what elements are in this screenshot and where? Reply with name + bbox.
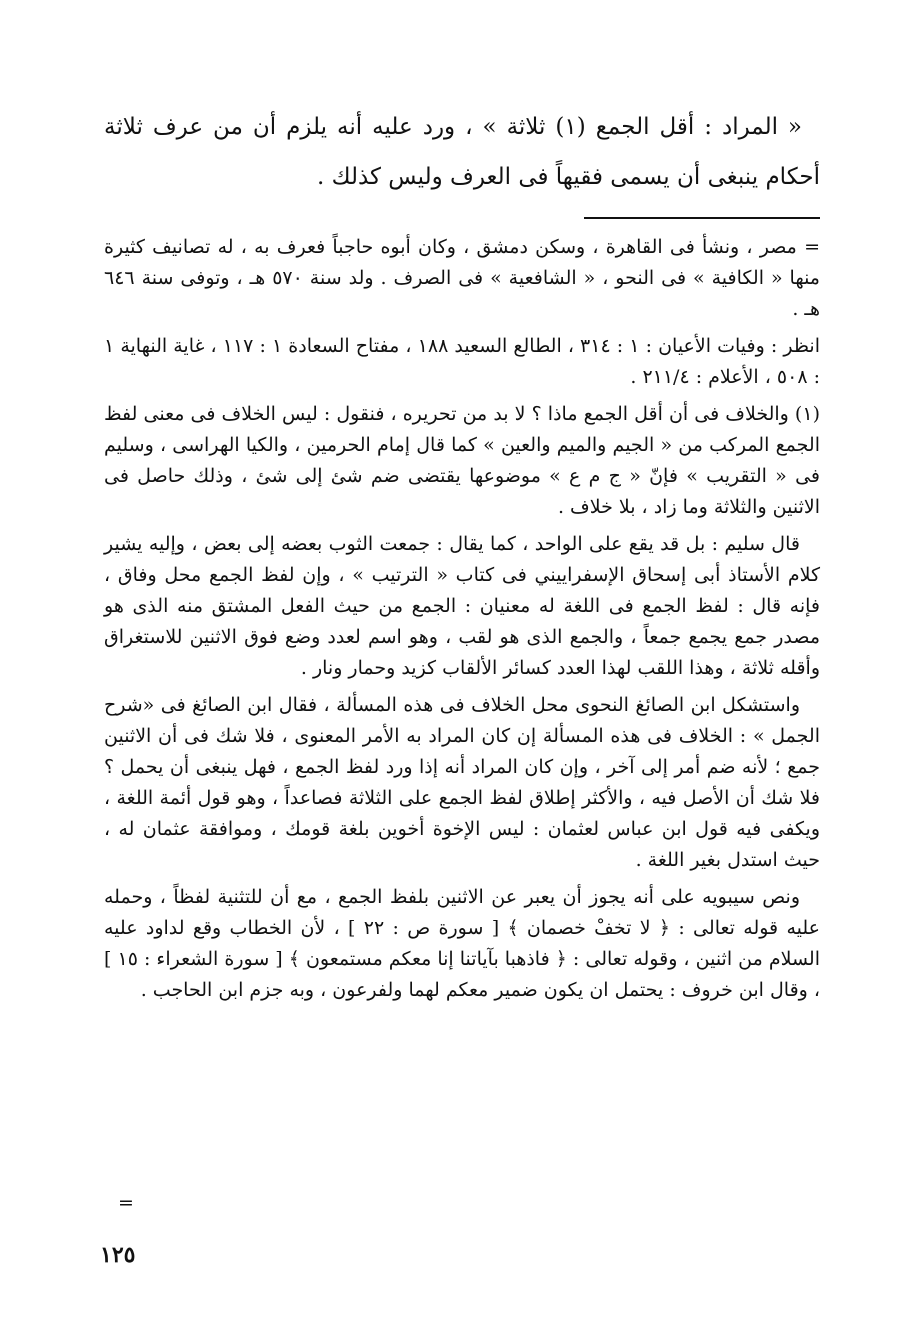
page-number: ١٢٥ (100, 1242, 136, 1268)
footnote-continuation: = مصر ، ونشأ فى القاهرة ، وسكن دمشق ، وكان أبوه حاجباً فعرف به ، له تصانيف كثيرة منها « الكافية » فى النحو ، « الشافعية » فى الصرف . ولد سنة ٥٧٠ هـ ، وتوفى سنة ٦٤٦ هـ . (104, 236, 820, 320)
footnote-1: (١) والخلاف فى أن أقل الجمع ماذا ؟ لا بد من تحريره ، فنقول : ليس الخلاف فى معنى لفظ الجمع المركب من « الجيم والميم والعين » كما قال إمام الحرمين ، والكيا الهراسى ، وسليم فى « التقريب » فإنّ « ج م ع » موضوعها يقتضى ضم شئ إلى شئ ، وذلك حاصل فى الاثنين والثلاثة وما زاد ، بلا خلاف . (104, 403, 820, 518)
main-text (104, 102, 820, 202)
footnote-references: انظر : وفيات الأعيان : ١ : ٣١٤ ، الطالع السعيد ١٨٨ ، مفتاح السعادة ١ : ١١٧ ، غاية النهاية ١ : ٥٠٨ ، الأعلام : ٢١١/٤ . (104, 335, 820, 388)
continuation-mark: = (118, 1192, 134, 1214)
footnote-paragraph: ونص سيبويه على أنه يجوز أن يعبر عن الاثنين بلفظ الجمع ، مع أن للتثنية لفظاً ، وحمله عليه قوله تعالى : ﴿ لا تخفْ خصمان ﴾ [ سورة ص : ٢٢ ] ، لأن الخطاب وقع لداود عليه السلام من اثنين ، وقوله تعالى : ﴿ فاذهبا بآياتنا إنا معكم مستمعون ﴾ [ سورة الشعراء : ١٥ ] ، وقال ابن خروف : يحتمل ان يكون ضمير معكم لهما ولفرعون ، وبه جزم ابن الحاجب . (104, 886, 821, 1001)
footnote-separator (584, 217, 820, 219)
footnote-paragraph: واستشكل ابن الصائغ النحوى محل الخلاف فى هذه المسألة ، فقال ابن الصائغ فى «شرح الجمل » : الخلاف فى هذه المسألة إن كان المراد به الأمر المعنوى ، فلا شك فى أن الاثنين جمع ؛ لأنه ضم أمر إلى آخر ، وإن كان المراد أنه إذا ورد لفظ الجمع ، فهل ينبغى أن يحمل ؟ فلا شك أن الأصل فيه ، والأكثر إطلاق لفظ الجمع على الثلاثة فصاعداً ، وهو قول أئمة اللغة ، ويكفى فيه قول ابن عباس لعثمان : ليس الإخوة أخوين بلغة قومك ، وموافقة عثمان له ، حيث استدل بغير اللغة . (104, 694, 820, 871)
footnote-paragraph: قال سليم : بل قد يقع على الواحد ، كما يقال : جمعت الثوب بعضه إلى بعض ، وإليه يشير كلام الأستاذ أبى إسحاق الإسفراييني فى كتاب « الترتيب » ، وإن لفظ الجمع محل وفاق ، فإنه قال : لفظ الجمع فى اللغة له معنيان : الجمع من حيث الفعل المشتق منه الذى هو مصدر جمع يجمع جمعاً ، والجمع الذى هو لقب ، وهو اسم لعدد وضع فوق الاثنين للاستغراق وأقله ثلاثة ، وهذا اللقب لهذا العدد كسائر الألقاب كزيد وحمار ونار . (104, 533, 820, 679)
main-paragraph: « المراد : أقل الجمع (١) ثلاثة » ، ورد عليه أنه يلزم أن من عرف ثلاثة أحكام ينبغى أن يسمى فقيهاً فى العرف وليس كذلك . (104, 114, 820, 190)
footnotes (104, 232, 820, 1006)
